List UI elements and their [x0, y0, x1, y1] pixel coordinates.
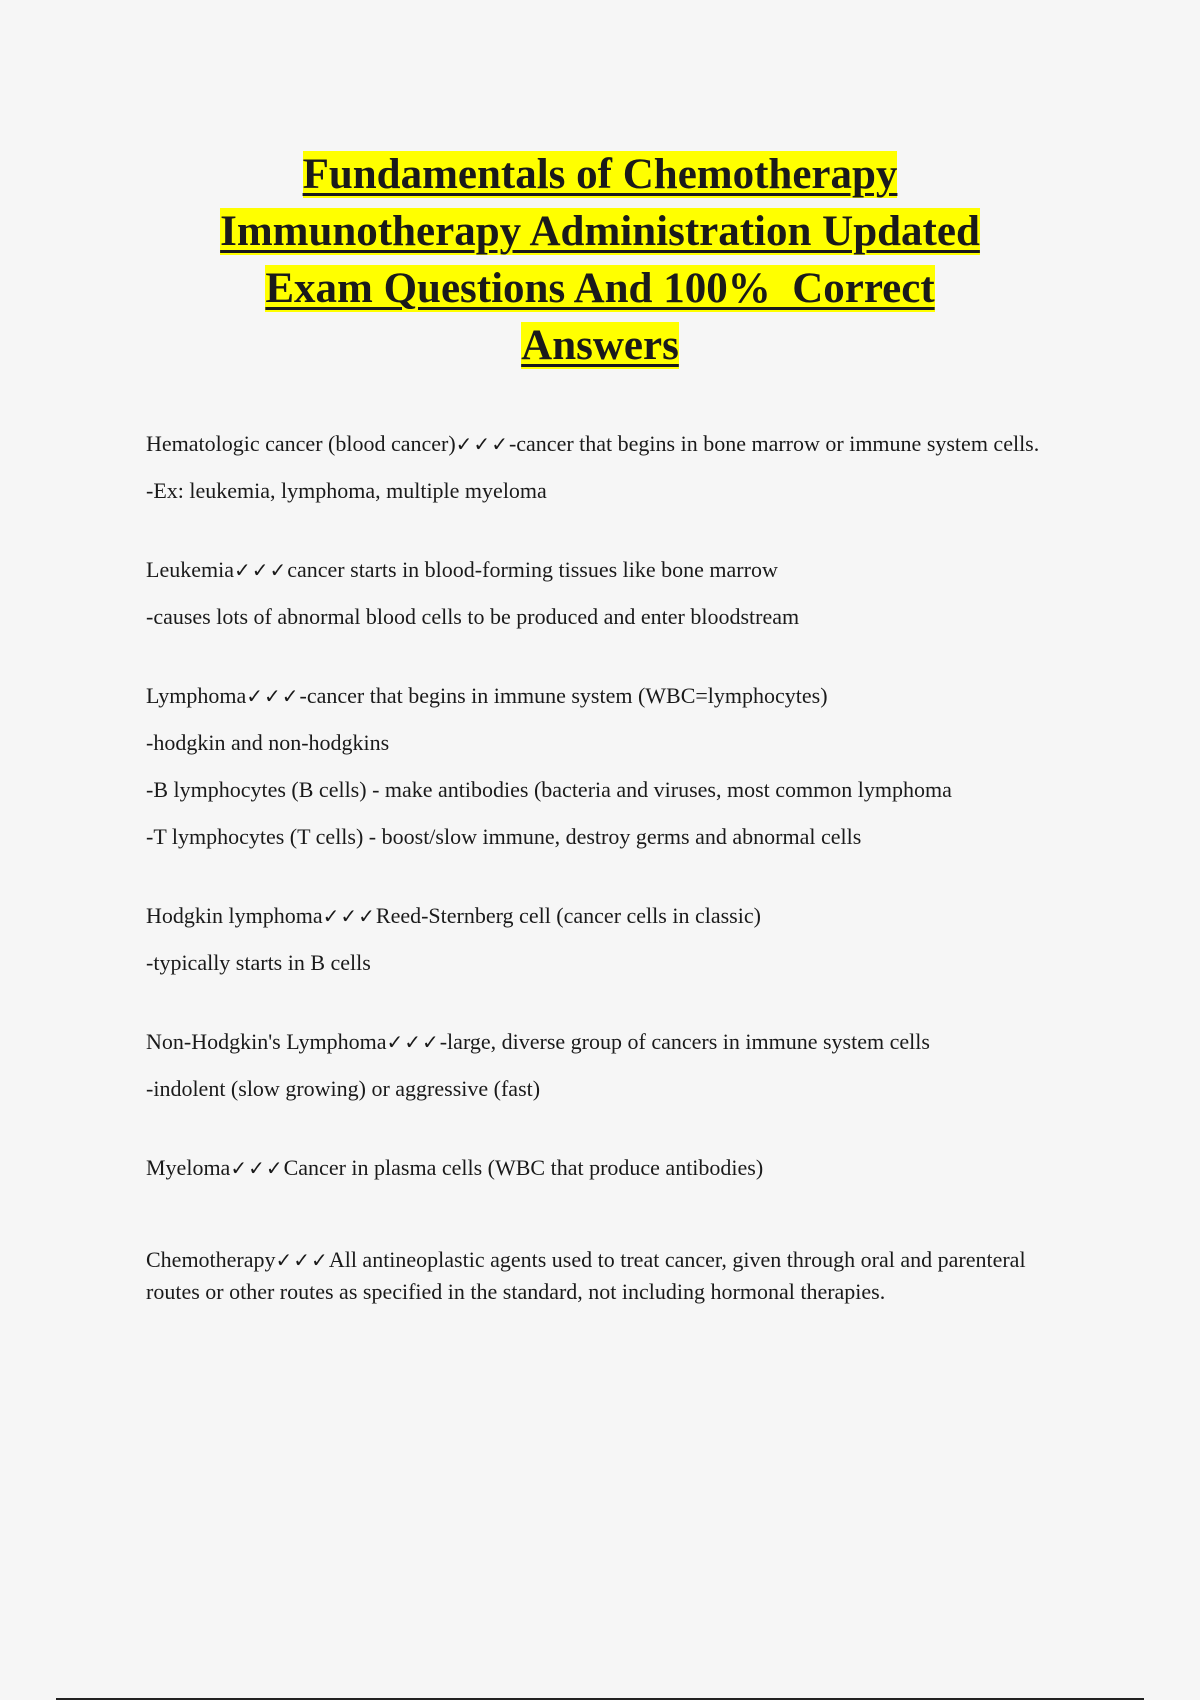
- term-line: [146, 680, 1046, 712]
- term: Hematologic cancer (blood cancer): [146, 431, 456, 456]
- title-line: Answers: [521, 322, 679, 369]
- checkmarks-icon: ✓✓✓: [455, 432, 509, 456]
- checkmarks-icon: ✓✓✓: [386, 1030, 440, 1054]
- checkmarks-icon: ✓✓✓: [322, 904, 376, 928]
- term: Lymphoma: [146, 683, 247, 708]
- term-line: [146, 1152, 1046, 1184]
- qa-entry: [146, 554, 1046, 633]
- term: Leukemia: [146, 557, 234, 582]
- detail-line: -Ex: leukemia, lymphoma, multiple myeloma: [146, 478, 547, 503]
- detail-line: -T lymphocytes (T cells) - boost/slow immune, destroy germs and abnormal cells: [146, 824, 862, 849]
- detail-line: -typically starts in B cells: [146, 950, 371, 975]
- definition: -large, diverse group of cancers in immune system cells: [439, 1029, 930, 1054]
- title-line: Fundamentals of Chemotherapy: [302, 151, 898, 198]
- qa-entry: [146, 1244, 1046, 1307]
- definition: -cancer that begins in immune system (WBC=lymphocytes): [299, 683, 828, 708]
- term-line: [146, 554, 1046, 586]
- qa-entry: [146, 1026, 1046, 1105]
- qa-list: [146, 428, 1046, 1354]
- term: Myeloma: [146, 1155, 231, 1180]
- definition: Cancer in plasma cells (WBC that produce antibodies): [283, 1155, 764, 1180]
- detail-line: -B lymphocytes (B cells) - make antibodies (bacteria and viruses, most common lymphoma: [146, 777, 952, 802]
- term-line: [146, 428, 1046, 460]
- title-line: Immunotherapy Administration Updated: [220, 208, 980, 255]
- detail-line: -indolent (slow growing) or aggressive (fast): [146, 1076, 541, 1101]
- term-line: [146, 1244, 1046, 1307]
- term-line: [146, 1026, 1046, 1058]
- document-title: [130, 146, 1070, 374]
- definition: cancer starts in blood-forming tissues like bone marrow: [287, 557, 778, 582]
- qa-entry: [146, 428, 1046, 507]
- definition: -cancer that begins in bone marrow or immune system cells.: [508, 431, 1040, 456]
- term: Non-Hodgkin's Lymphoma: [146, 1029, 387, 1054]
- term: Hodgkin lymphoma: [146, 903, 323, 928]
- definition: All antineoplastic agents used to treat cancer, given through oral and parenteral routes or other routes as specified in the standard, not including hormonal therapies.: [146, 1247, 1026, 1304]
- checkmarks-icon: ✓✓✓: [233, 558, 288, 582]
- qa-entry: [146, 900, 1046, 979]
- title-line: Exam Questions And 100% Correct: [265, 265, 935, 312]
- detail-line: -hodgkin and non-hodgkins: [146, 730, 390, 755]
- term: Chemotherapy: [146, 1247, 276, 1272]
- qa-entry: [146, 1152, 1046, 1184]
- qa-entry: [146, 680, 1046, 853]
- detail-line: -causes lots of abnormal blood cells to be produced and enter bloodstream: [146, 604, 800, 629]
- checkmarks-icon: ✓✓✓: [230, 1156, 284, 1180]
- checkmarks-icon: ✓✓✓: [275, 1248, 329, 1272]
- definition: Reed-Sternberg cell (cancer cells in classic): [375, 903, 761, 928]
- term-line: [146, 900, 1046, 932]
- checkmarks-icon: ✓✓✓: [246, 684, 300, 708]
